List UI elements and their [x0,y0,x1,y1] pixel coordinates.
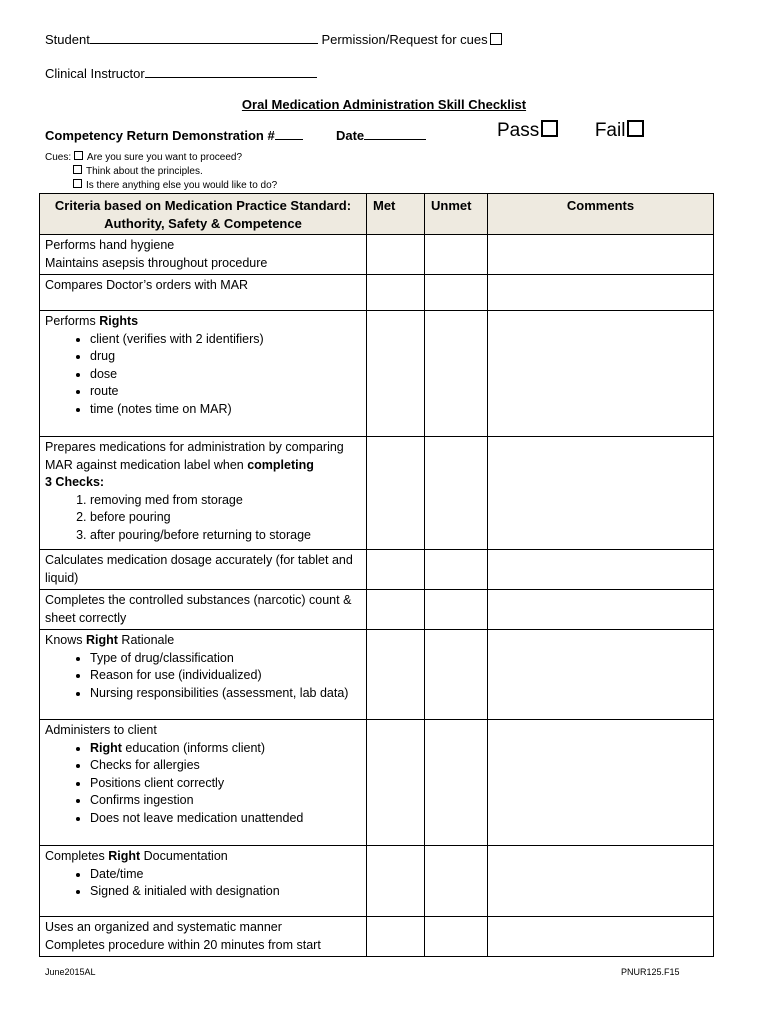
comments-cell[interactable] [488,275,714,311]
competency-line [45,127,426,143]
list-item: 3. after pouring/before returning to storage [90,527,361,545]
table-row [40,590,714,630]
list-item: • Positions client correctly [90,775,361,793]
page-title: Oral Medication Administration Skill Checklist [241,97,527,112]
list-item: • Type of drug/classification [90,650,361,668]
instructor-field[interactable] [145,65,317,78]
table-row [40,630,714,720]
table-row [40,275,714,311]
list-item: • Confirms ingestion [90,792,361,810]
unmet-cell[interactable] [425,846,488,917]
unmet-cell[interactable] [425,311,488,437]
student-line [45,31,502,47]
list-item: • Date/time [90,866,361,884]
table-row [40,720,714,846]
student-field[interactable] [90,31,318,44]
footer-date-code: June2015AL [45,967,96,977]
met-cell[interactable] [367,235,425,275]
list-item: • Signed & initialed with designation [90,883,361,901]
comments-cell[interactable] [488,550,714,590]
comments-cell[interactable] [488,630,714,720]
cues-block [45,151,277,193]
criteria-header: Criteria based on Medication Practice Standard: Authority, Safety & Competence [40,194,367,235]
unmet-cell[interactable] [425,590,488,630]
fail-label: Fail [594,120,626,141]
cue-checkbox[interactable] [73,165,82,174]
date-label: Date [335,128,365,143]
met-cell[interactable] [367,311,425,437]
cue-item: Are you sure you want to proceed? [86,152,242,163]
instructor-line [45,65,317,81]
criteria-cell: Performs Rights • client (verifies with 2 identifiers) • drug • dose • route • time (notes time on MAR) [40,311,367,437]
met-header: Met [367,194,425,235]
table-row [40,846,714,917]
met-cell[interactable] [367,275,425,311]
cue-item: Think about the principles. [86,166,203,177]
cue-item: Is there anything else you would like to do? [86,180,278,191]
unmet-cell[interactable] [425,630,488,720]
list-item: • route [90,383,361,401]
table-row [40,917,714,957]
list-item: 2. before pouring [90,509,361,527]
unmet-cell[interactable] [425,235,488,275]
unmet-cell[interactable] [425,437,488,550]
list-item: • dose [90,366,361,384]
met-cell[interactable] [367,550,425,590]
table-row [40,550,714,590]
unmet-cell[interactable] [425,550,488,590]
permission-label: Permission/Request for cues [321,32,488,47]
unmet-cell[interactable] [425,917,488,957]
unmet-header: Unmet [425,194,488,235]
criteria-cell: Knows Right Rationale • Type of drug/classification • Reason for use (individualized) • Nursing responsibilities (assessment, lab data) [40,630,367,720]
date-field[interactable] [364,127,426,140]
comments-cell[interactable] [488,437,714,550]
list-item: 1. removing med from storage [90,492,361,510]
comments-cell[interactable] [488,846,714,917]
cues-label: Cues: [45,152,72,163]
list-item: • client (verifies with 2 identifiers) [90,331,361,349]
pass-label: Pass [497,120,540,141]
table-row [40,311,714,437]
list-item: • Reason for use (individualized) [90,667,361,685]
cue-checkbox[interactable] [74,151,83,160]
table-row [40,437,714,550]
unmet-cell[interactable] [425,720,488,846]
comments-cell[interactable] [488,235,714,275]
list-item: • drug [90,348,361,366]
criteria-cell: Completes the controlled substances (narcotic) count & sheet correctly [40,590,367,630]
criteria-cell: Compares Doctor’s orders with MAR [40,275,367,311]
permission-checkbox[interactable] [490,33,502,45]
list-item: • Nursing responsibilities (assessment, lab data) [90,685,361,703]
met-cell[interactable] [367,437,425,550]
criteria-cell: Calculates medication dosage accurately (for tablet and liquid) [40,550,367,590]
competency-label: Competency Return Demonstration # [45,128,275,143]
criteria-cell: Uses an organized and systematic manner Completes procedure within 20 minutes from start [40,917,367,957]
pass-checkbox[interactable] [541,120,558,137]
instructor-label: Clinical Instructor [45,66,145,81]
met-cell[interactable] [367,846,425,917]
unmet-cell[interactable] [425,275,488,311]
student-label: Student [45,32,90,47]
footer-form-code: PNUR125.F15 [621,967,680,977]
checklist-table [39,193,714,957]
criteria-cell: Performs hand hygiene Maintains asepsis throughout procedure [40,235,367,275]
pass-fail [497,120,644,142]
list-item: • Does not leave medication unattended [90,810,361,828]
criteria-cell: Administers to client • Right education (informs client) • Checks for allergies • Positions client correctly • Confirms ingestion • Does not leave medication unattended [40,720,367,846]
list-item: • Right education (informs client) [90,740,361,758]
met-cell[interactable] [367,917,425,957]
table-row [40,235,714,275]
table-header-row [40,194,714,235]
list-item: • Checks for allergies [90,757,361,775]
cue-checkbox[interactable] [73,179,82,188]
criteria-cell: Completes Right Documentation • Date/time • Signed & initialed with designation [40,846,367,917]
fail-checkbox[interactable] [627,120,644,137]
comments-cell[interactable] [488,311,714,437]
list-item: • time (notes time on MAR) [90,401,361,419]
comments-cell[interactable] [488,590,714,630]
comments-cell[interactable] [488,917,714,957]
comments-cell[interactable] [488,720,714,846]
met-cell[interactable] [367,720,425,846]
criteria-cell: Prepares medications for administration by comparing MAR against medication label when completing 3 Checks: 1. removing med from storage 2. before pouring 3. after pouring/before returning to storage [40,437,367,550]
comments-header: Comments [488,194,714,235]
met-cell[interactable] [367,590,425,630]
met-cell[interactable] [367,630,425,720]
competency-number-field[interactable] [275,127,303,140]
